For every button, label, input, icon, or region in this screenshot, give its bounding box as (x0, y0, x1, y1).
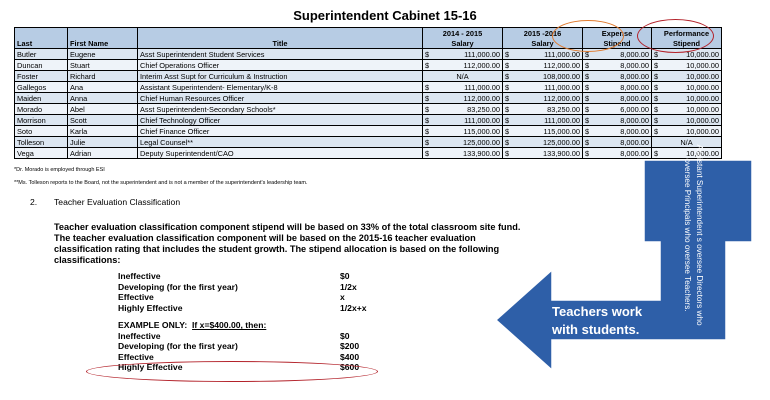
currency-symbol: $ (425, 148, 430, 158)
amount: 115,000.00 (543, 126, 580, 136)
currency-symbol: $ (505, 49, 510, 59)
amount: 83,250.00 (547, 104, 580, 114)
footnote-morado: *Dr. Morado is employed through ESI (14, 167, 105, 173)
currency-symbol: $ (585, 126, 590, 136)
cell-first-name: Eugene (68, 49, 138, 60)
amount: 8,000.00 (620, 137, 649, 147)
currency-symbol: $ (585, 93, 590, 103)
amount: 108,000.00 (543, 71, 580, 81)
cell-first-name: Anna (68, 93, 138, 104)
section-number: 2. (30, 197, 38, 207)
classification-value: x (340, 292, 345, 303)
amount: 10,000.00 (686, 148, 719, 158)
currency-symbol: $ (425, 93, 430, 103)
cell-title: Chief Human Resources Officer (138, 93, 423, 104)
header-last: Last (15, 28, 68, 49)
header-salary-1516-top: 2015 -2016 (503, 28, 583, 39)
amount: 8,000.00 (620, 93, 649, 103)
header-salary-1415-top: 2014 - 2015 (423, 28, 503, 39)
cell-performance-stipend: N/A (652, 137, 722, 148)
example-prefix: EXAMPLE ONLY: (118, 320, 188, 330)
cell-last: Morrison (15, 115, 68, 126)
currency-symbol: $ (654, 60, 659, 70)
classification-label: Effective (118, 292, 154, 303)
section-title: Teacher Evaluation Classification (54, 197, 181, 207)
currency-symbol: $ (585, 82, 590, 92)
cell-last: Tolleson (15, 137, 68, 148)
cell-first-name: Richard (68, 71, 138, 82)
header-salary-1516-bottom: Salary (503, 38, 583, 49)
currency-symbol: $ (654, 115, 659, 125)
cell-first-name: Adrian (68, 148, 138, 159)
currency-symbol: $ (425, 137, 430, 147)
cell-last: Butler (15, 49, 68, 60)
classification-value: 1/2x (340, 281, 357, 292)
amount: 111,000.00 (464, 49, 500, 59)
cell-first-name: Ana (68, 82, 138, 93)
currency-symbol: $ (425, 126, 430, 136)
amount: 6,000.00 (620, 104, 649, 114)
currency-symbol: $ (505, 104, 510, 114)
currency-symbol: $ (585, 71, 590, 81)
amount: 133,900.00 (463, 148, 500, 158)
header-expense-top: Expense (583, 28, 652, 39)
example-value: $200 (340, 341, 360, 352)
cell-last: Maiden (15, 93, 68, 104)
hierarchy-vertical-text: Assistant Superintendent s oversee Directors who oversee Principals who oversee Teachers. (683, 144, 704, 326)
amount: 10,000.00 (686, 126, 719, 136)
cell-salary-1415: N/A (423, 71, 503, 82)
amount: 8,000.00 (620, 148, 649, 158)
currency-symbol: $ (585, 60, 590, 70)
amount: 111,000.00 (544, 82, 580, 92)
amount: 10,000.00 (686, 60, 719, 70)
cell-first-name: Julie (68, 137, 138, 148)
amount: 8,000.00 (620, 82, 649, 92)
amount: 125,000.00 (543, 137, 580, 147)
currency-symbol: $ (654, 93, 659, 103)
amount: 133,900.00 (543, 148, 580, 158)
amount: 10,000.00 (686, 93, 719, 103)
classification-value: $0 (340, 271, 350, 281)
amount: 8,000.00 (620, 71, 649, 81)
cell-title: Deputy Superintendent/CAO (138, 148, 423, 159)
amount: 111,000.00 (464, 115, 500, 125)
example-value: $400 (340, 351, 360, 362)
cell-title: Legal Counsel** (138, 137, 423, 148)
header-salary-1415-bottom: Salary (423, 38, 503, 49)
classification-label: Developing (for the first year) (118, 281, 238, 292)
currency-symbol: $ (654, 71, 659, 81)
currency-symbol: $ (425, 49, 430, 59)
currency-symbol: $ (585, 49, 590, 59)
amount: 111,000.00 (544, 115, 580, 125)
example-label: Highly Effective (118, 362, 183, 373)
cell-last: Soto (15, 126, 68, 137)
cell-title: Interim Asst Supt for Curriculum & Instruction (138, 71, 423, 82)
currency-symbol: $ (654, 49, 659, 59)
amount: 10,000.00 (686, 104, 719, 114)
cell-last: Duncan (15, 60, 68, 71)
cell-title: Asst Superintendent Student Services (138, 49, 423, 60)
currency-symbol: $ (654, 126, 659, 136)
currency-symbol: $ (585, 115, 590, 125)
currency-symbol: $ (585, 148, 590, 158)
amount: 112,000.00 (463, 60, 500, 70)
currency-symbol: $ (505, 82, 510, 92)
currency-symbol: $ (505, 60, 510, 70)
currency-symbol: $ (505, 126, 510, 136)
amount: 83,250.00 (467, 104, 500, 114)
amount: 115,000.00 (463, 126, 500, 136)
classification-label: Ineffective (118, 271, 161, 281)
currency-symbol: $ (585, 104, 590, 114)
header-perf-top: Performance (652, 28, 722, 39)
cell-first-name: Abel (68, 104, 138, 115)
header-first-name: First Name (68, 28, 138, 49)
amount: 8,000.00 (620, 115, 649, 125)
example-label: Ineffective (118, 330, 161, 341)
currency-symbol: $ (654, 104, 659, 114)
currency-symbol: $ (425, 104, 430, 114)
cell-last: Gallegos (15, 82, 68, 93)
amount: 10,000.00 (686, 82, 719, 92)
currency-symbol: $ (505, 115, 510, 125)
cell-title: Chief Operations Officer (138, 60, 423, 71)
cell-title: Chief Technology Officer (138, 115, 423, 126)
header-title: Title (138, 28, 423, 49)
currency-symbol: $ (654, 148, 659, 158)
amount: 111,000.00 (544, 49, 580, 59)
amount: 8,000.00 (620, 126, 649, 136)
amount: 125,000.00 (463, 137, 500, 147)
currency-symbol: $ (654, 82, 659, 92)
cell-last: Morado (15, 104, 68, 115)
amount: 10,000.00 (686, 115, 719, 125)
currency-symbol: $ (585, 137, 590, 147)
currency-symbol: $ (505, 148, 510, 158)
cell-title: Assistant Superintendent- Elementary/K-8 (138, 82, 423, 93)
amount: 10,000.00 (686, 71, 719, 81)
currency-symbol: $ (425, 60, 430, 70)
header-expense-bottom: Stipend (583, 38, 652, 49)
cell-first-name: Scott (68, 115, 138, 126)
amount: 112,000.00 (543, 93, 580, 103)
section-paragraph: Teacher evaluation classification component stipend will be based on 33% of the total classroom site fund. The teacher evaluation classification component will be based on the 2015-16 teacher evaluation classification rating that includes the student growth. The stipend allocation is based on the following classifications: (54, 222, 521, 265)
example-value: $0 (340, 330, 350, 341)
example-condition: If x=$400.00, then: (192, 320, 267, 330)
currency-symbol: $ (425, 82, 430, 92)
amount: 112,000.00 (543, 60, 580, 70)
currency-symbol: $ (505, 137, 510, 147)
cell-last: Vega (15, 148, 68, 159)
currency-symbol: $ (505, 93, 510, 103)
arrow-text-line2: with students. (552, 322, 640, 337)
amount: 10,000.00 (686, 49, 719, 59)
arrow-text-line1: Teachers work (552, 304, 643, 319)
cell-last: Foster (15, 71, 68, 82)
page-title: Superintendent Cabinet 15-16 (293, 8, 477, 23)
example-label: Developing (for the first year) (118, 341, 238, 352)
amount: 112,000.00 (463, 93, 500, 103)
cell-title: Chief Finance Officer (138, 126, 423, 137)
classification-value: 1/2x+x (340, 302, 367, 313)
cell-first-name: Karla (68, 126, 138, 137)
amount: 8,000.00 (620, 60, 649, 70)
amount: 8,000.00 (620, 49, 649, 59)
classification-label: Highly Effective (118, 302, 183, 313)
example-label: Effective (118, 351, 154, 362)
currency-symbol: $ (425, 115, 430, 125)
currency-symbol: $ (505, 71, 510, 81)
header-perf-bottom: Stipend (652, 38, 722, 49)
amount: 111,000.00 (464, 82, 500, 92)
cell-first-name: Stuart (68, 60, 138, 71)
footnote-tolleson: **Ms. Tolleson reports to the Board, not the superintendent and is not a member of the superintendent's leadership team. (14, 180, 308, 186)
cell-title: Asst Superintendent-Secondary Schools* (138, 104, 423, 115)
example-value: $600 (340, 362, 360, 373)
